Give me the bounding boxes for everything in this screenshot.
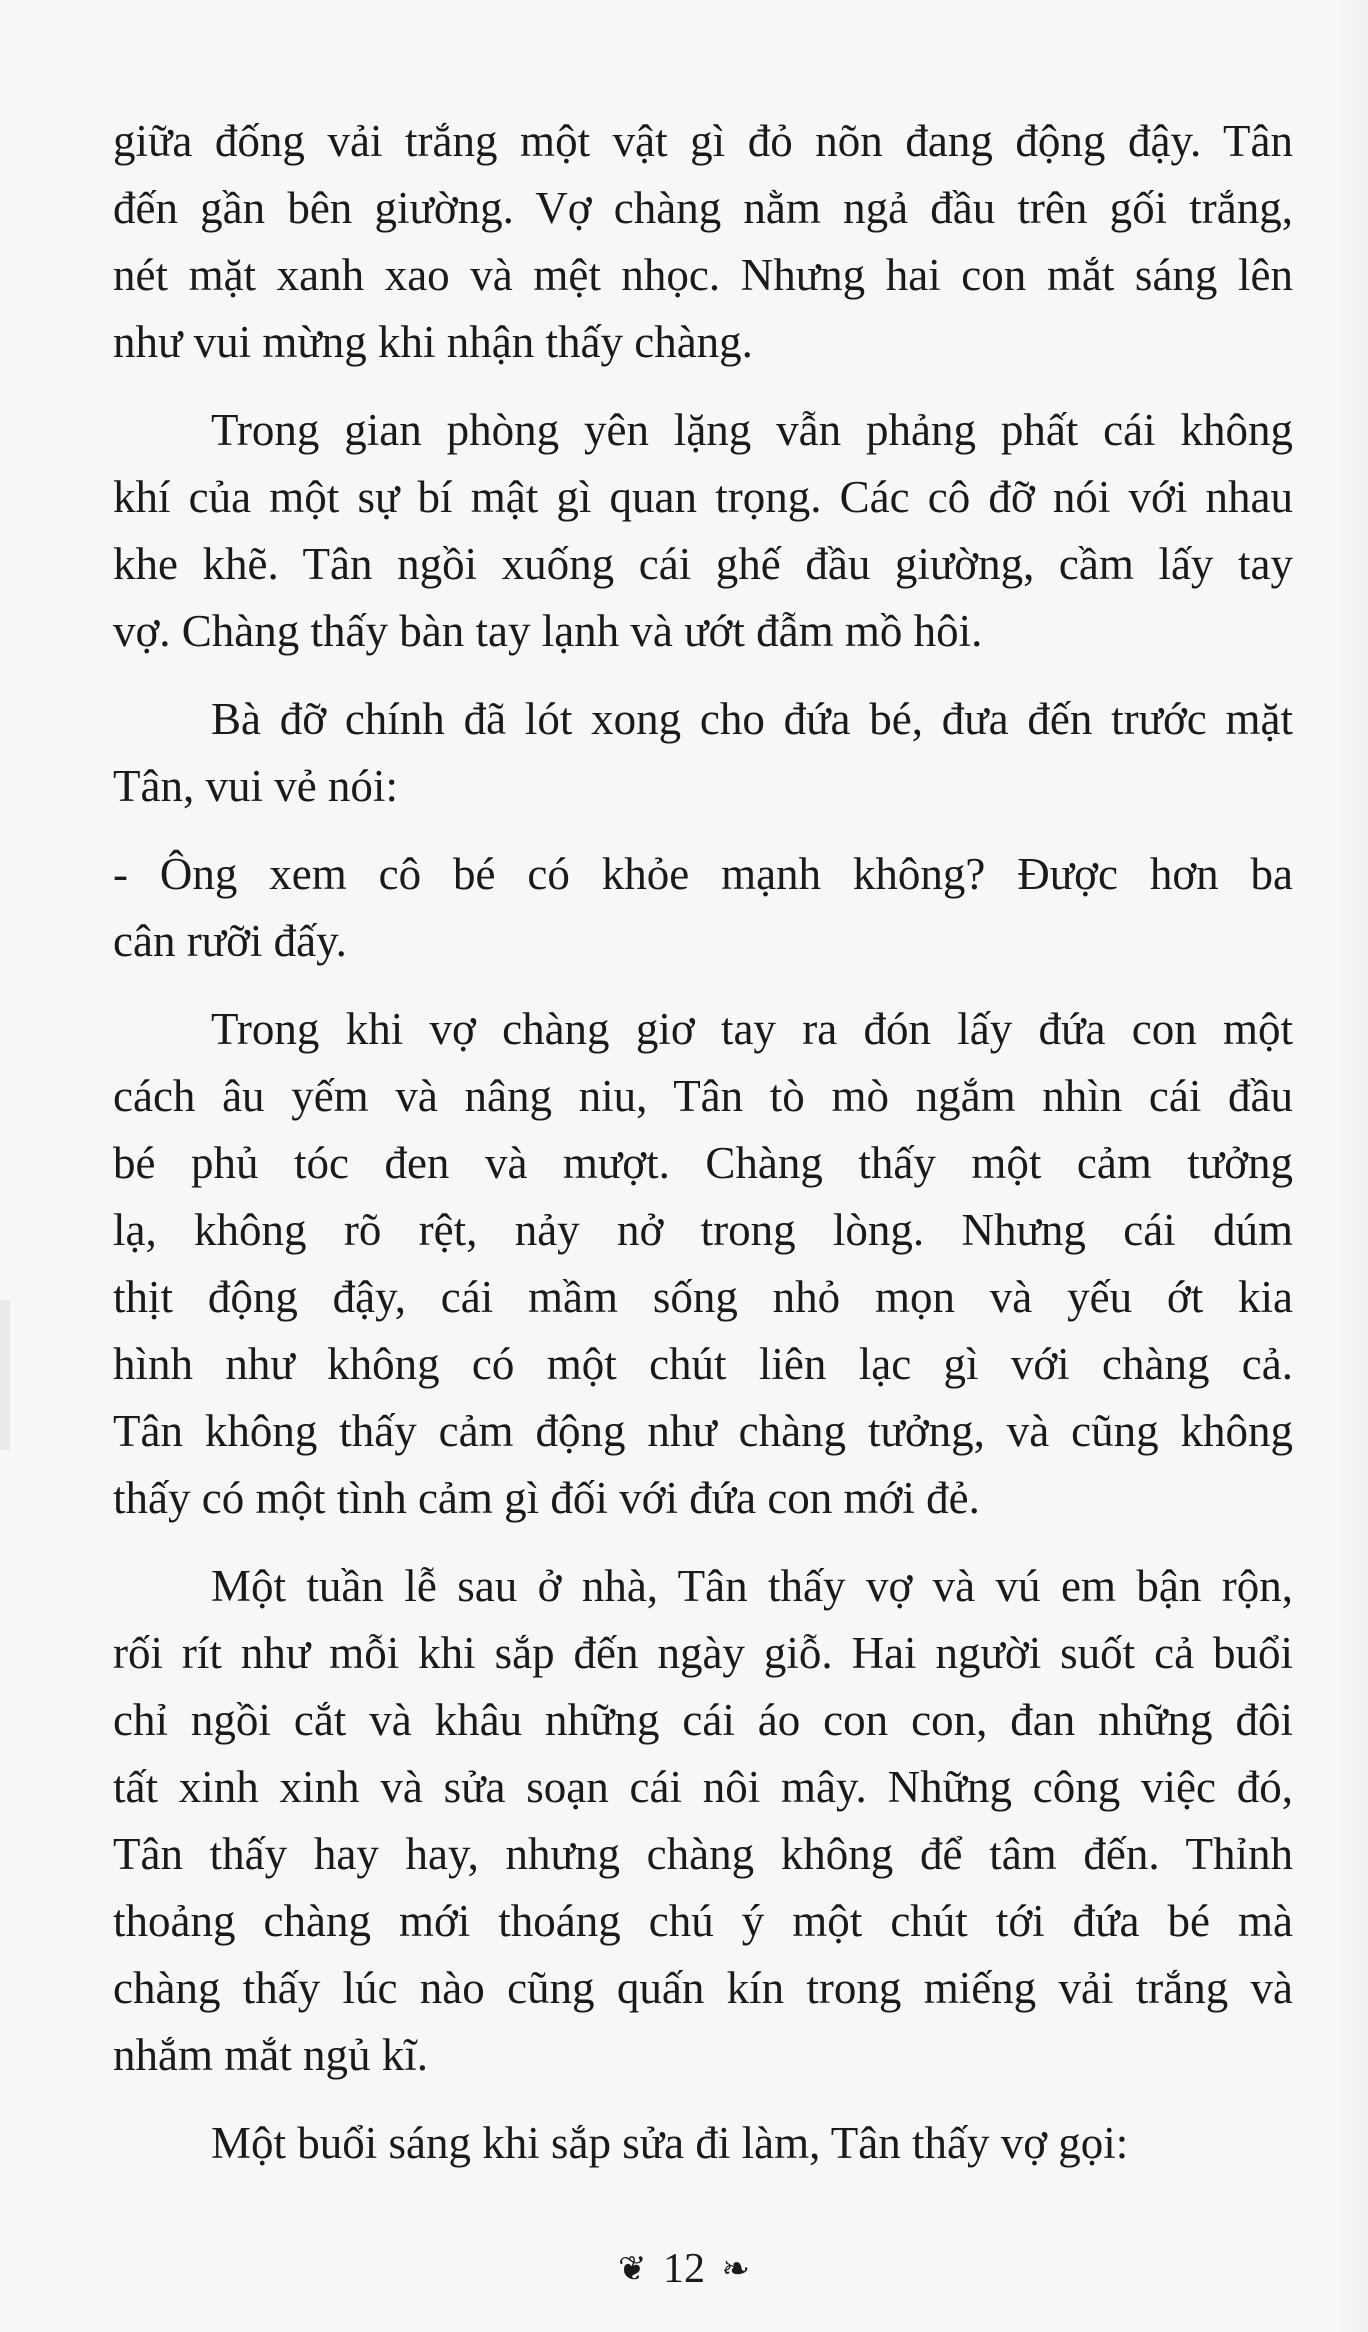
- text-line: hình như không có một chút liên lạc gì với chàng cả.: [113, 1339, 1293, 1389]
- text-line: như vui mừng khi nhận thấy chàng.: [113, 317, 753, 367]
- text-line: Tân không thấy cảm động như chàng tưởng, và cũng không: [113, 1406, 1293, 1456]
- text-line: - Ông xem cô bé có khỏe mạnh không? Được hơn ba: [113, 849, 1293, 899]
- floral-ornament-left-icon: ❦: [618, 2251, 647, 2289]
- text-line: giữa đống vải trắng một vật gì đỏ nõn đang động đậy. Tân: [113, 116, 1293, 166]
- paragraph-dialogue: [113, 841, 1293, 975]
- text-line: cách âu yếm và nâng niu, Tân tò mò ngắm nhìn cái đầu: [113, 1071, 1293, 1121]
- text-line: thoảng chàng mới thoáng chú ý một chút tới đứa bé mà: [113, 1896, 1293, 1946]
- text-line: thấy có một tình cảm gì đối với đứa con mới đẻ.: [113, 1473, 980, 1523]
- text-line: Bà đỡ chính đã lót xong cho đứa bé, đưa đến trước mặt: [211, 694, 1293, 744]
- text-line: Một buổi sáng khi sắp sửa đi làm, Tân thấy vợ gọi:: [211, 2118, 1129, 2168]
- paragraph: [113, 108, 1293, 376]
- body-text: [113, 108, 1293, 2198]
- text-line: lạ, không rõ rệt, nảy nở trong lòng. Nhưng cái dúm: [113, 1205, 1293, 1255]
- page-footer: [0, 2242, 1368, 2293]
- text-line: nét mặt xanh xao và mệt nhọc. Nhưng hai con mắt sáng lên: [113, 250, 1293, 300]
- text-line: Tân thấy hay hay, nhưng chàng không để tâm đến. Thỉnh: [113, 1829, 1293, 1879]
- paragraph: [113, 686, 1293, 820]
- text-line: đến gần bên giường. Vợ chàng nằm ngả đầu trên gối trắng,: [113, 183, 1293, 233]
- page-number: 12: [663, 2246, 705, 2293]
- text-line: rối rít như mỗi khi sắp đến ngày giỗ. Hai người suốt cả buổi: [113, 1628, 1293, 1678]
- text-line: Trong khi vợ chàng giơ tay ra đón lấy đứa con một: [211, 1004, 1293, 1054]
- paragraph: [113, 397, 1293, 665]
- text-line: Tân, vui vẻ nói:: [113, 761, 398, 811]
- text-line: chỉ ngồi cắt và khâu những cái áo con con, đan những đôi: [113, 1695, 1293, 1745]
- paragraph: [113, 2110, 1293, 2177]
- text-line: khe khẽ. Tân ngồi xuống cái ghế đầu giường, cầm lấy tay: [113, 539, 1293, 589]
- text-line: khí của một sự bí mật gì quan trọng. Các cô đỡ nói với nhau: [113, 472, 1293, 522]
- text-line: Một tuần lễ sau ở nhà, Tân thấy vợ và vú em bận rộn,: [211, 1561, 1293, 1611]
- text-line: chàng thấy lúc nào cũng quấn kín trong miếng vải trắng và: [113, 1963, 1293, 2013]
- text-line: tất xinh xinh và sửa soạn cái nôi mây. Những công việc đó,: [113, 1762, 1293, 1812]
- paragraph: [113, 996, 1293, 1532]
- paragraph: [113, 1553, 1293, 2089]
- floral-ornament-right-icon: ❧: [721, 2251, 750, 2289]
- page-edge-shadow: [1335, 0, 1368, 2332]
- text-line: cân rưỡi đấy.: [113, 916, 347, 966]
- text-line: vợ. Chàng thấy bàn tay lạnh và ướt đẫm mồ hôi.: [113, 606, 983, 656]
- text-line: Trong gian phòng yên lặng vẫn phảng phất cái không: [211, 405, 1293, 455]
- text-line: thịt động đậy, cái mầm sống nhỏ mọn và yếu ớt kia: [113, 1272, 1293, 1322]
- binding-shadow: [0, 1300, 10, 1450]
- text-line: nhắm mắt ngủ kĩ.: [113, 2030, 428, 2080]
- text-line: bé phủ tóc đen và mượt. Chàng thấy một cảm tưởng: [113, 1138, 1293, 1188]
